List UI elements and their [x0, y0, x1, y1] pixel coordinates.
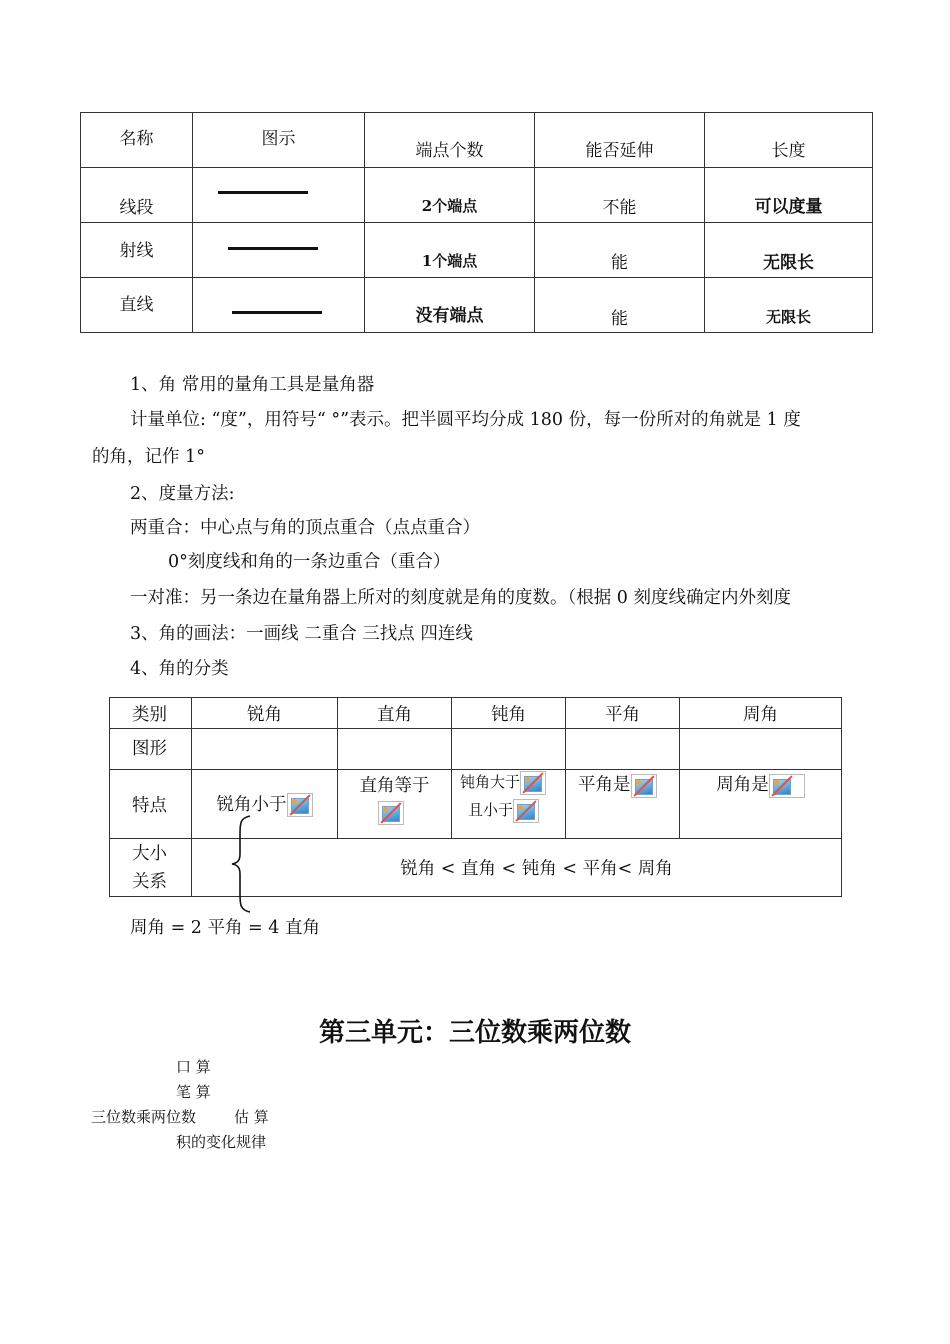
size-label-1: 大小 [132, 843, 167, 864]
feature-right-text: 直角等于 [359, 776, 430, 796]
row-name [81, 168, 193, 223]
outline-item-written: 笔 算 [176, 1083, 211, 1101]
header-cell [193, 113, 365, 168]
section-angle-classification: 4、角的分类 [130, 659, 229, 679]
broken-image-icon [513, 799, 539, 823]
shape-cell [452, 729, 566, 770]
broken-image-icon [631, 774, 657, 798]
shape-cell [680, 729, 842, 770]
header-cell: 类别 [110, 698, 192, 729]
table-row [110, 839, 842, 897]
measure-step-coincide: 两重合：中心点与角的顶点重合（点点重合） [130, 518, 480, 538]
table-header-row [110, 698, 842, 729]
segment-line-icon [218, 191, 308, 194]
broken-image-icon [287, 793, 313, 817]
feature-right [338, 770, 452, 839]
broken-image-icon [769, 774, 805, 798]
measure-step-align: 一对准：另一条边在量角器上所对的刻度就是角的度数。（根据 0 刻度线确定内外刻度 [130, 588, 792, 608]
row-name [81, 223, 193, 278]
length-text: 无限长 [763, 252, 814, 273]
header-name: 名称 [119, 128, 154, 149]
header-cell [365, 113, 535, 168]
feature-obtuse [452, 770, 566, 839]
size-relation-cell [192, 839, 842, 897]
row-label-shape: 图形 [110, 729, 192, 770]
row-label-size [110, 839, 192, 897]
feature-full-text: 周角是 [716, 775, 769, 795]
length-cell [705, 168, 873, 223]
header-cell [535, 113, 705, 168]
measure-step-zero-line: 0°刻度线和角的一条边重合（重合） [168, 552, 451, 572]
ray-line-icon [228, 247, 318, 250]
feature-obtuse-text-2: 且小于 [468, 801, 514, 819]
unit-definition-line1: 计量单位: “度”，用符号“ °”表示。把半圆平均分成 180 份，每一份所对的角就是 1 度 [130, 410, 801, 430]
extend-cell [535, 168, 705, 223]
header-cell: 锐角 [192, 698, 338, 729]
length-text: 无限长 [765, 307, 811, 326]
size-label-2: 关系 [132, 871, 167, 892]
header-cell: 直角 [338, 698, 452, 729]
section-draw-angle: 3、角的画法：一画线 二重合 三找点 四连线 [130, 624, 473, 644]
table-row [81, 168, 873, 223]
endpoints-text: 1个端点 [421, 251, 478, 270]
line-icon [232, 311, 322, 314]
table-row [110, 770, 842, 839]
extend-cell [535, 223, 705, 278]
header-cell: 钝角 [452, 698, 566, 729]
outline-item-estimate: 估 算 [234, 1108, 269, 1126]
endpoints-cell [365, 278, 535, 333]
header-cell [81, 113, 193, 168]
diagram-cell [193, 168, 365, 223]
extend-text: 能 [611, 252, 628, 273]
extend-cell [535, 278, 705, 333]
line-types-table [80, 112, 873, 333]
table-row [81, 278, 873, 333]
angle-formula: 周角 = 2 平角 = 4 直角 [130, 918, 320, 938]
unit-title: 第三单元：三位数乘两位数 [318, 1018, 631, 1048]
outline-item-product-rule: 积的变化规律 [176, 1133, 267, 1151]
broken-image-icon [378, 801, 404, 825]
header-cell [705, 113, 873, 168]
table-row [110, 729, 842, 770]
shape-cell [192, 729, 338, 770]
row-label-feature: 特点 [110, 770, 192, 839]
feature-acute-text: 锐角小于 [216, 794, 287, 815]
endpoints-text: 2个端点 [421, 196, 478, 215]
endpoints-text: 没有端点 [415, 305, 484, 326]
section-angle-tool: 1、角 常用的量角工具是量角器 [130, 375, 375, 395]
feature-straight [566, 770, 680, 839]
row-name-text: 线段 [119, 197, 154, 218]
length-cell [705, 278, 873, 333]
header-length: 长度 [771, 140, 806, 161]
extend-text: 不能 [602, 197, 637, 218]
row-name-text: 射线 [119, 240, 154, 261]
unit-definition-line2: 的角，记作 1° [92, 447, 205, 467]
feature-full [680, 770, 842, 839]
outline-item-mental: 口 算 [176, 1058, 211, 1076]
outline-root: 三位数乘两位数 [91, 1108, 197, 1126]
angle-classification-table [109, 697, 842, 897]
header-extend: 能否延伸 [585, 140, 654, 161]
row-name [81, 278, 193, 333]
shape-cell [566, 729, 680, 770]
header-cell: 周角 [680, 698, 842, 729]
header-diagram: 图示 [261, 128, 296, 149]
section-measure-method: 2、度量方法: [130, 484, 235, 504]
size-relation-text: 锐角 < 直角 < 钝角 < 平角< 周角 [400, 859, 673, 879]
feature-acute [192, 770, 338, 839]
feature-straight-text: 平角是 [578, 775, 631, 795]
header-cell: 平角 [566, 698, 680, 729]
table-row [81, 223, 873, 278]
header-endpoints: 端点个数 [415, 140, 484, 161]
length-cell [705, 223, 873, 278]
endpoints-cell [365, 168, 535, 223]
table-header-row [81, 113, 873, 168]
row-name-text: 直线 [119, 294, 154, 315]
brace-icon [230, 814, 254, 914]
shape-cell [338, 729, 452, 770]
length-text: 可以度量 [754, 196, 823, 217]
endpoints-cell [365, 223, 535, 278]
feature-obtuse-text-1: 钝角大于 [460, 773, 521, 791]
extend-text: 能 [611, 308, 628, 329]
broken-image-icon [520, 771, 546, 795]
diagram-cell [193, 278, 365, 333]
diagram-cell [193, 223, 365, 278]
